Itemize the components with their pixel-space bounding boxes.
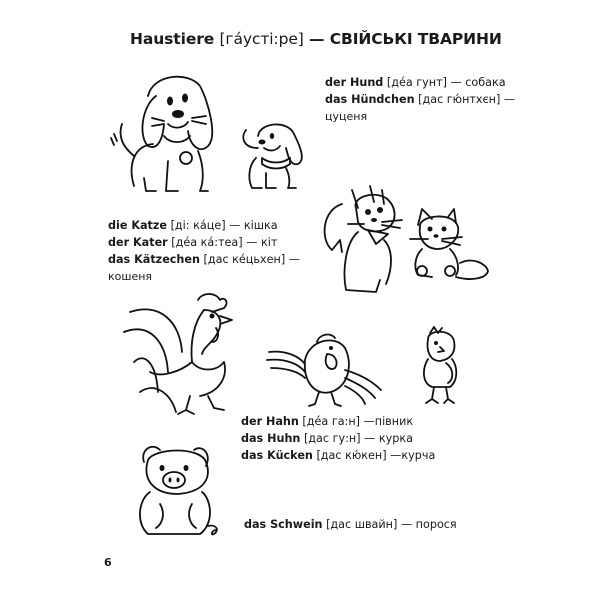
kitten-illustration xyxy=(408,205,493,285)
title-dash: — xyxy=(303,30,330,48)
cat-vocabulary xyxy=(108,217,300,285)
cat-illustration xyxy=(312,180,412,300)
vocab-entry: die Katze [ді: кáце] — кішка xyxy=(108,219,278,232)
dog-vocabulary xyxy=(325,74,515,125)
vocab-entry: das Kücken [дас кю́кен] —курча xyxy=(241,449,436,462)
vocab-entry-continuation: кошеня xyxy=(108,270,153,283)
vocab-entry-continuation: цуценя xyxy=(325,110,368,123)
vocab-entry: das Kätzechen [дас кéцьхен] — xyxy=(108,253,300,266)
pig-vocabulary xyxy=(244,516,457,533)
big-dog-illustration xyxy=(108,66,228,196)
vocab-entry: das Hündchen [дас гю́нтхєн] — xyxy=(325,93,516,106)
hen-illustration xyxy=(265,330,385,410)
title-ukrainian: СВІЙСЬКІ ТВАРИНИ xyxy=(329,30,502,48)
title-german: Haustiere xyxy=(130,30,215,48)
puppy-illustration xyxy=(236,118,306,193)
vocab-entry: das Schwein [дас швайн] — порося xyxy=(244,518,457,531)
page-title xyxy=(130,30,502,48)
rooster-illustration xyxy=(120,292,240,417)
piglet-illustration xyxy=(130,440,230,540)
page-number: 6 xyxy=(104,556,112,569)
vocab-entry: der Hahn [дéа га:н] —півник xyxy=(241,415,414,428)
vocab-entry: das Huhn [дас гу:н] — курка xyxy=(241,432,413,445)
chick-illustration xyxy=(418,325,463,405)
vocab-entry: der Kater [дéа кá:теа] — кіт xyxy=(108,236,278,249)
chicken-vocabulary xyxy=(241,413,435,464)
title-transcription: [гáусті:ре] xyxy=(219,30,304,48)
vocab-entry: der Hund [дéа гунт] — собака xyxy=(325,76,506,89)
